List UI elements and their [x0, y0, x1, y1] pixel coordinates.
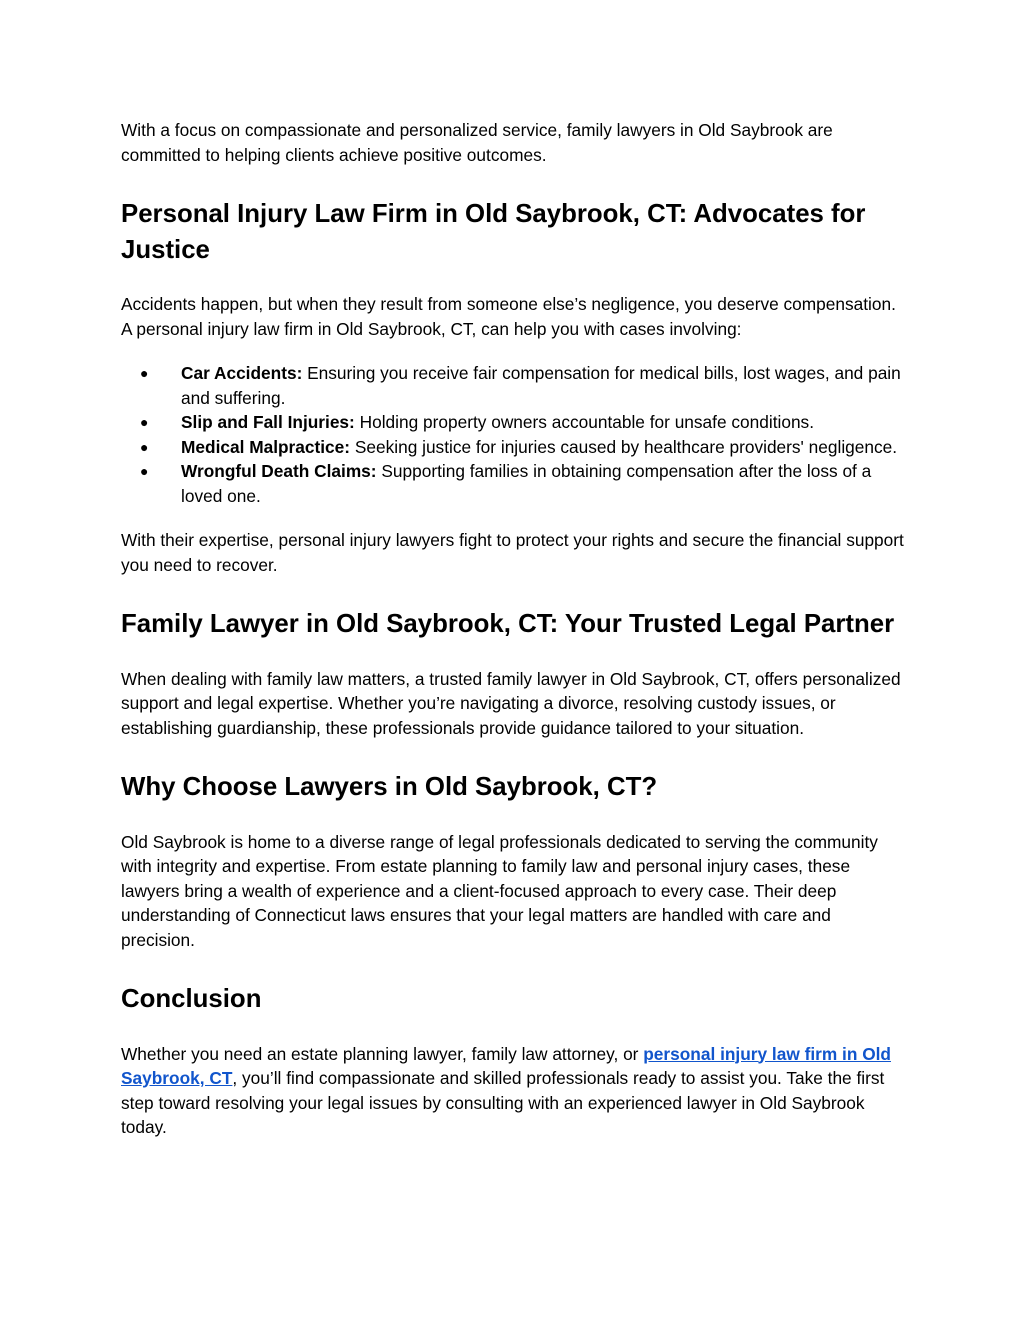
list-item [121, 459, 907, 508]
document-page [121, 118, 907, 1140]
conclusion-paragraph [121, 1042, 907, 1140]
list-item-desc: Holding property owners accountable for unsafe conditions. [354, 412, 814, 432]
personal-injury-heading: Personal Injury Law Firm in Old Saybrook, CT: Advocates for Justice [121, 200, 866, 264]
list-item-desc: Seeking justice for injuries caused by healthcare providers' negligence. [350, 436, 898, 457]
list-item-desc: Supporting families in obtaining compensation after the loss of a loved one. [181, 461, 872, 506]
why-choose-heading: Why Choose Lawyers in Old Saybrook, CT? [121, 773, 658, 801]
bullet-icon: ● [140, 463, 149, 479]
list-item-desc: Ensuring you receive fair compensation for medical bills, lost wages, and pain and suffering. [181, 363, 901, 408]
personal-injury-intro: Accidents happen, but when they result from someone else’s negligence, you deserve compensation. A personal injury law firm in Old Saybrook, CT, can help you with cases involving: [121, 294, 896, 339]
list-item-term: Wrongful Death Claims: [181, 461, 377, 481]
conclusion-text-after: , you’ll find compassionate and skilled professionals ready to assist you. Take the first step toward resolving your legal issues by consulting with an experienced lawyer in Old Saybrook today. [121, 1068, 885, 1137]
case-types-list [121, 361, 907, 508]
intro-paragraph: With a focus on compassionate and personalized service, family lawyers in Old Saybrook are committed to helping clients achieve positive outcomes. [121, 120, 833, 165]
list-item-term: Slip and Fall Injuries: [181, 412, 355, 432]
list-item [121, 361, 907, 410]
why-choose-paragraph: Old Saybrook is home to a diverse range of legal professionals dedicated to serving the community with integrity and expertise. From estate planning to family law and personal injury cases, these lawyers bring a wealth of experience and a client-focused approach to every case. Their deep understanding of Connecticut laws ensures that your legal matters are handled with care and precision. [121, 831, 878, 950]
bullet-icon: ● [140, 438, 149, 455]
personal-injury-firm-link[interactable]: personal injury law firm in Old Saybrook, CT [121, 1043, 891, 1088]
personal-injury-closing: With their expertise, personal injury lawyers fight to protect your rights and secure the financial support you need to recover. [121, 530, 904, 575]
list-item [121, 435, 907, 460]
conclusion-heading: Conclusion [121, 985, 262, 1013]
list-item-term: Medical Malpractice: [181, 436, 351, 457]
list-item [121, 410, 907, 435]
family-lawyer-heading: Family Lawyer in Old Saybrook, CT: Your Trusted Legal Partner [121, 610, 895, 638]
list-item-term: Car Accidents: [181, 363, 303, 383]
bullet-icon: ● [140, 365, 149, 381]
family-lawyer-paragraph: When dealing with family law matters, a trusted family lawyer in Old Saybrook, CT, offers personalized support and legal expertise. Whether you’re navigating a divorce, resolving custody issues, or establishing guardianship, these professionals provide guidance tailored to your situation. [121, 668, 901, 738]
conclusion-text-before: Whether you need an estate planning lawyer, family law attorney, or [121, 1043, 644, 1064]
bullet-icon: ● [140, 414, 149, 430]
